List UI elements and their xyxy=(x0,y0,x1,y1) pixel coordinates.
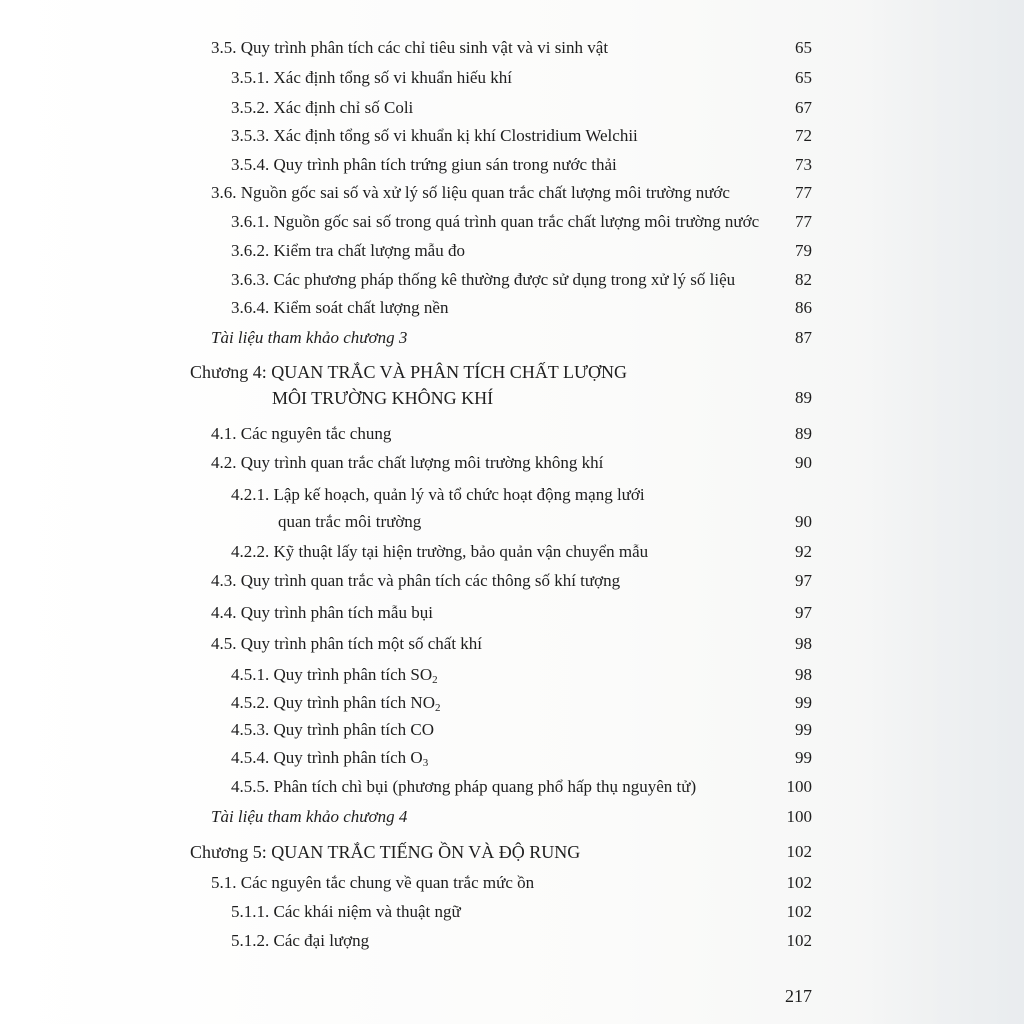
toc-chapter-heading xyxy=(0,837,1024,867)
toc-entry-title: 5.1.2. Các đại lượng xyxy=(231,931,370,950)
subscript: 3 xyxy=(422,757,429,769)
toc-entry xyxy=(0,93,1024,123)
toc-references-entry xyxy=(0,802,1024,832)
toc-entry xyxy=(0,537,1024,567)
toc-entry-title xyxy=(231,743,428,773)
toc-entry-page: 92 xyxy=(795,542,812,561)
subscript: 2 xyxy=(432,674,438,686)
toc-entry xyxy=(0,743,1024,773)
toc-entry-title: 3.5.2. Xác định chỉ số Coli xyxy=(231,98,414,117)
toc-entry-title: 3.6.4. Kiểm soát chất lượng nền xyxy=(231,298,449,317)
toc-entry-page: 100 xyxy=(786,777,812,796)
toc-entry-title: Chương 5: QUAN TRẮC TIẾNG ỒN VÀ ĐỘ RUNG xyxy=(190,842,581,862)
toc-chapter-heading-cont xyxy=(0,383,1024,413)
toc-entry xyxy=(0,33,1024,63)
toc-entry-title: 3.5. Quy trình phân tích các chỉ tiêu sinh vật và vi sinh vật xyxy=(211,38,609,57)
toc-entry xyxy=(0,236,1024,266)
toc-entry-title: 4.5.3. Quy trình phân tích CO xyxy=(231,720,435,739)
toc-entry-title: 4.4. Quy trình phân tích mẫu bụi xyxy=(211,603,433,622)
toc-entry-title: 4.2.2. Kỹ thuật lấy tại hiện trường, bảo quản vận chuyển mẫu xyxy=(231,542,649,561)
toc-entry-title: Chương 4: QUAN TRẮC VÀ PHÂN TÍCH CHẤT LƯỢNG xyxy=(190,362,627,382)
toc-entry-title: 3.5.4. Quy trình phân tích trứng giun sán trong nước thải xyxy=(231,155,617,174)
toc-entry-page: 102 xyxy=(786,931,812,950)
toc-entry-title: quan trắc môi trường xyxy=(278,512,422,531)
toc-entry-page: 65 xyxy=(795,38,812,57)
toc-entry-title: Tài liệu tham khảo chương 3 xyxy=(211,328,408,347)
toc-entry xyxy=(0,419,1024,449)
toc-entry-title xyxy=(231,688,440,718)
subscript: 2 xyxy=(434,702,441,714)
toc-entry-page: 90 xyxy=(795,453,812,472)
toc-entry xyxy=(0,480,1024,510)
toc-entry xyxy=(0,926,1024,956)
page-number: 217 xyxy=(785,986,812,1006)
toc-references-entry xyxy=(0,323,1024,353)
toc-entry-title-text: 4.5.1. Quy trình phân tích SO xyxy=(231,665,433,684)
toc-entry-title xyxy=(231,660,438,690)
toc-entry-page: 86 xyxy=(795,298,812,317)
toc-entry-title: 3.6.1. Nguồn gốc sai số trong quá trình quan trắc chất lượng môi trường nước xyxy=(231,212,760,231)
toc-entry-page: 102 xyxy=(786,873,812,892)
toc-entry-title: 5.1.1. Các khái niệm và thuật ngữ xyxy=(231,902,461,921)
toc-entry-title: 3.5.1. Xác định tổng số vi khuẩn hiếu khí xyxy=(231,68,512,87)
toc-entry-title: 4.2.1. Lập kế hoạch, quản lý và tổ chức hoạt động mạng lưới xyxy=(231,485,645,504)
toc-entry-title-text: 4.5.2. Quy trình phân tích NO xyxy=(231,693,435,712)
toc-entry-page: 99 xyxy=(795,748,812,767)
toc-entry-page: 99 xyxy=(795,720,812,739)
toc-entry-title: 3.6. Nguồn gốc sai số và xử lý số liệu quan trắc chất lượng môi trường nước xyxy=(211,183,730,202)
toc-entry-page: 90 xyxy=(795,512,812,531)
toc-entry-title: 4.3. Quy trình quan trắc và phân tích các thông số khí tượng xyxy=(211,571,621,590)
toc-entry-page: 100 xyxy=(786,807,812,826)
toc-entry-page: 79 xyxy=(795,241,812,260)
toc-entry-title-text: 4.5.4. Quy trình phân tích O xyxy=(231,748,423,767)
toc-entry-page: 89 xyxy=(795,424,812,443)
toc-entry xyxy=(0,150,1024,180)
toc-entry-title: Tài liệu tham khảo chương 4 xyxy=(211,807,408,826)
toc-entry-page: 89 xyxy=(795,388,812,407)
toc-entry xyxy=(0,688,1024,718)
toc-entry xyxy=(0,63,1024,93)
toc-entry-page: 87 xyxy=(795,328,812,347)
toc-entry xyxy=(0,265,1024,295)
toc-entry-title: 3.5.3. Xác định tổng số vi khuẩn kị khí Clostridium Welchii xyxy=(231,126,638,145)
toc-entry-page: 99 xyxy=(795,693,812,712)
toc-entry-title: 4.2. Quy trình quan trắc chất lượng môi trường không khí xyxy=(211,453,604,472)
toc-entry xyxy=(0,293,1024,323)
toc-entry xyxy=(0,868,1024,898)
toc-entry-cont xyxy=(0,507,1024,537)
toc-entry-page: 102 xyxy=(786,842,812,861)
toc-entry xyxy=(0,448,1024,478)
toc-entry-title: 4.5. Quy trình phân tích một số chất khí xyxy=(211,634,483,653)
toc-entry-page: 73 xyxy=(795,155,812,174)
toc-entry xyxy=(0,178,1024,208)
toc-entry xyxy=(0,660,1024,690)
toc-entry-page: 102 xyxy=(786,902,812,921)
toc-entry xyxy=(0,207,1024,237)
toc-entry-page: 98 xyxy=(795,634,812,653)
toc-entry xyxy=(0,566,1024,596)
toc-entry-page: 72 xyxy=(795,126,812,145)
toc-entry-page: 77 xyxy=(795,212,812,231)
toc-entry-page: 82 xyxy=(795,270,812,289)
toc-entry-title: 3.6.2. Kiểm tra chất lượng mẫu đo xyxy=(231,241,465,260)
toc-entry-title: 4.1. Các nguyên tắc chung xyxy=(211,424,392,443)
toc-entry-title: MÔI TRƯỜNG KHÔNG KHÍ xyxy=(272,388,494,408)
toc-entry-page: 77 xyxy=(795,183,812,202)
toc-entry xyxy=(0,629,1024,659)
toc-entry-page: 98 xyxy=(795,665,812,684)
toc-entry xyxy=(0,121,1024,151)
toc-entry-page: 65 xyxy=(795,68,812,87)
toc-entry-page: 97 xyxy=(795,571,812,590)
toc-entry-title: 3.6.3. Các phương pháp thống kê thường được sử dụng trong xử lý số liệu xyxy=(231,270,736,289)
toc-entry-title: 4.5.5. Phân tích chì bụi (phương pháp quang phổ hấp thụ nguyên tử) xyxy=(231,777,697,796)
toc-entry xyxy=(0,715,1024,745)
toc-entry xyxy=(0,598,1024,628)
toc-entry xyxy=(0,772,1024,802)
toc-entry-page: 67 xyxy=(795,98,812,117)
toc-entry-page: 97 xyxy=(795,603,812,622)
toc-entry-title: 5.1. Các nguyên tắc chung về quan trắc mức ồn xyxy=(211,873,535,892)
toc-entry xyxy=(0,897,1024,927)
